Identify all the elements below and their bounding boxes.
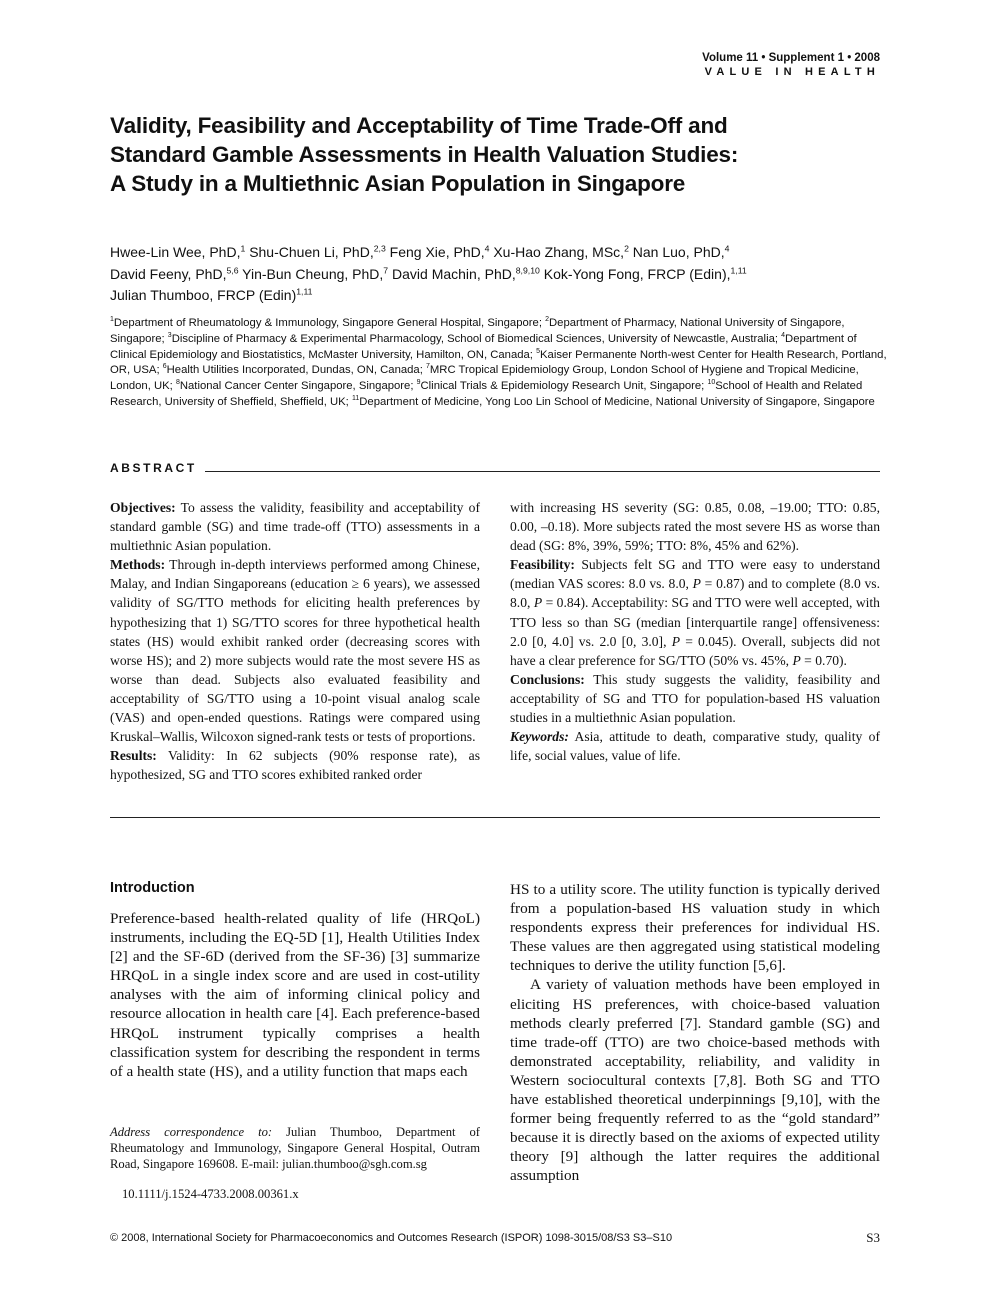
author-name: Feng Xie, PhD, xyxy=(389,244,485,260)
author-name: David Feeny, PhD, xyxy=(110,265,227,282)
feasibility-text: = 0.84). Acceptability: SG and TTO were well accepted, with TTO less so than SG (median [interquartile range] offensiveness: 2.0 [0, 4.0] vs. 2.0 [0, 3.0], xyxy=(510,595,880,649)
intro-paragraph: HS to a utility score. The utility function is typically derived from a population-based HS valuation study in which respondents express their preferences for individual HS. These values are then aggregated using statistical modeling techniques to derive the utility function [5,6]. xyxy=(510,881,880,975)
journal-volume-line: Volume 11 • Supplement 1 • 2008 xyxy=(702,52,880,64)
affiliations xyxy=(110,316,890,411)
author-affiliation-marker: 7 xyxy=(383,264,389,275)
author xyxy=(110,287,312,303)
author-affiliation-marker: 2 xyxy=(624,243,629,254)
author-name: David Machin, PhD, xyxy=(392,265,516,282)
author xyxy=(544,266,747,282)
objectives-label: Objectives: xyxy=(110,500,176,515)
affiliation-text: Kaiser Permanente North-west Center for Health Research, Portland, OR, USA; xyxy=(110,348,887,377)
affiliation-number: 4 xyxy=(781,332,786,340)
affiliation-number: 7 xyxy=(425,363,430,371)
author-name: Xu-Hao Zhang, MSc, xyxy=(493,244,625,260)
feasibility-label: Feasibility: xyxy=(510,557,575,573)
title-line: A Study in a Multiethnic Asian Population in Singapore xyxy=(110,171,686,196)
title-line: Validity, Feasibility and Acceptability of Time Trade-Off and xyxy=(110,113,728,138)
author-affiliation-marker: 2,3 xyxy=(373,243,386,254)
article-title xyxy=(110,111,890,198)
author-affiliation-marker: 8,9,10 xyxy=(515,264,540,275)
results-label: Results: xyxy=(110,748,157,764)
affiliation-number: 2 xyxy=(545,316,550,324)
author xyxy=(390,244,490,260)
author xyxy=(493,244,629,260)
abstract-left-column xyxy=(110,498,480,784)
feasibility-text: = 0.045). Overall, subjects did not have a clear preference for SG/TTO (50% vs. 45%, xyxy=(510,633,881,668)
affiliation-text: School of Health and Related Research, University of Sheffield, Sheffield, UK; xyxy=(110,380,863,408)
abstract-heading-label: ABSTRACT xyxy=(110,461,205,475)
introduction-right-column xyxy=(510,880,880,1186)
affiliation-number: 11 xyxy=(351,395,360,403)
affiliation-text: Department of Pharmacy, National University of Singapore, Singapore; xyxy=(110,317,845,345)
author-name: Yin-Bun Cheung, PhD, xyxy=(242,265,384,282)
abstract-objectives xyxy=(110,498,480,555)
author xyxy=(110,266,239,282)
page-number: S3 xyxy=(866,1230,880,1245)
author-list xyxy=(110,242,890,307)
abstract-methods xyxy=(110,555,480,746)
author-name: Hwee-Lin Wee, PhD, xyxy=(110,244,241,260)
p-symbol: P xyxy=(692,576,701,592)
affiliation-text: Department of Medicine, Yong Loo Lin School of Medicine, National University of Singapore, Singapore xyxy=(359,395,875,408)
intro-paragraph: Preference-based health-related quality of life (HRQoL) instruments, including the EQ-5D [1], Health Utilities Index [2] and the SF-6D (derived from the SF-36) [3] summarize HRQoL in a single index score and are used in cost-utility analyses with the aim of informing clinical policy and resource allocation in health care [4]. Each preference-based HRQoL instrument typically comprises a health classification system for describing the respondent in terms of a health state (HS), and a utility function that maps each xyxy=(110,910,480,1080)
author-name: Nan Luo, PhD, xyxy=(632,244,725,260)
author-affiliation-marker: 5,6 xyxy=(226,264,239,275)
intro-paragraph: A variety of valuation methods have been employed in eliciting HS preferences, with choice-based valuation methods clearly preferred [7]. Standard gamble (SG) and time trade-off (TTO) are two choice-based methods with demonstrated acceptability, reliability, and validity in Western sociocultural contexts [7,8]. Both SG and TTO have established theoretical underpinnings [9,10], with the former being frequently referred to as the “gold standard” because it is directly based on the axioms of expected utility theory [9] although the latter requires the additional assumption xyxy=(510,976,880,1185)
affiliation-text: Clinical Trials & Epidemiology Research Unit, Singapore; xyxy=(420,380,708,393)
keywords-label: Keywords: xyxy=(510,729,569,745)
affiliation-number: 9 xyxy=(416,379,421,387)
feasibility-text: = 0.70). xyxy=(800,652,847,668)
author xyxy=(242,266,388,282)
journal-name: VALUE IN HEALTH xyxy=(704,66,880,78)
affiliation-text: Health Utilities Incorporated, Dundas, ON, Canada; xyxy=(166,364,426,377)
author-affiliation-marker: 1,11 xyxy=(296,286,313,297)
abstract-heading-rule xyxy=(110,471,880,472)
abstract-conclusions xyxy=(510,670,880,727)
methods-text: Through in-depth interviews performed among Chinese, Malay, and Indian Singaporeans (education ≥ 6 years), we assessed validity of SG/TTO methods for eliciting health preferences by hypothesizing that 1) SG/TTO scores for three hypothetical health states (HS) would exhibit ranked order (decreasing scores with worse HS); and 2) more subjects would rate the most severe HS as worse than dead. Subjects also evaluated feasibility and acceptability of SG/TTO using a 10-point visual analog scale (VAS) and open-ended questions. Ratings were compared using Kruskal–Wallis, Wilcoxon signed-rank tests or tests of proportions. xyxy=(110,557,480,745)
introduction-left-column xyxy=(110,909,480,1081)
correspondence-text: Julian Thumboo, Department of Rheumatology and Immunology, Singapore General Hospital, Outram Road, Singapore 169608. E-mail: julian.thumboo@sgh.com.sg xyxy=(110,1125,480,1171)
conclusions-label: Conclusions: xyxy=(510,671,585,687)
author xyxy=(110,244,245,260)
affiliation-number: 5 xyxy=(536,347,540,355)
title-line: Standard Gamble Assessments in Health Valuation Studies: xyxy=(110,142,739,167)
author-affiliation-marker: 4 xyxy=(484,243,490,254)
abstract-right-column xyxy=(510,498,880,765)
keywords-text: Asia, attitude to death, comparative study, quality of life, social values, value of life. xyxy=(510,729,880,764)
doi: 10.1111/j.1524-4733.2008.00361.x xyxy=(122,1187,299,1201)
author xyxy=(633,244,730,260)
author-affiliation-marker: 1 xyxy=(240,243,246,254)
affiliation-number: 8 xyxy=(175,379,180,387)
affiliation-number: 3 xyxy=(167,332,172,340)
correspondence-label: Address correspondence to: xyxy=(110,1125,273,1139)
abstract-results-continued: with increasing HS severity (SG: 0.85, 0.08, –19.00; TTO: 0.85, 0.00, –0.18). More subjects rated the most severe HS as worse than dead (SG: 8%, 39%, 59%; TTO: 8%, 45% and 62%). xyxy=(510,500,880,554)
abstract-keywords xyxy=(510,727,880,765)
affiliation-number: 10 xyxy=(707,379,716,387)
methods-label: Methods: xyxy=(110,557,166,573)
affiliation-number: 1 xyxy=(110,316,114,324)
feasibility-text: Subjects felt SG and TTO were easy to understand (median VAS scores: 8.0 vs. 8.0, xyxy=(510,557,880,592)
affiliation-number: 6 xyxy=(162,363,167,371)
abstract-bottom-rule xyxy=(110,817,880,818)
p-symbol: P xyxy=(792,652,801,668)
affiliation-text: Department of Rheumatology & Immunology, Singapore General Hospital, Singapore; xyxy=(113,317,546,329)
conclusions-text: This study suggests the validity, feasibility and acceptability of SG and TTO for population-based HS valuation studies in a multiethnic Asian population. xyxy=(510,671,880,726)
objectives-text: To assess the validity, feasibility and acceptability of standard gamble (SG) and time trade-off (TTO) assessments in a multiethnic Asian population. xyxy=(110,500,481,554)
p-symbol: P xyxy=(671,633,680,649)
introduction-heading: Introduction xyxy=(110,880,195,896)
abstract-feasibility xyxy=(510,555,880,670)
p-symbol: P xyxy=(533,595,543,611)
author xyxy=(392,266,540,282)
author xyxy=(249,244,386,260)
footer-copyright: © 2008, International Society for Pharmacoeconomics and Outcomes Research (ISPOR) 1098-3015/08/S3 S3–S10 xyxy=(110,1232,673,1244)
author-affiliation-marker: 1,11 xyxy=(730,264,747,275)
author-name: Julian Thumboo, FRCP (Edin) xyxy=(110,287,297,303)
abstract-heading xyxy=(110,459,880,475)
correspondence-address xyxy=(110,1124,480,1172)
affiliation-text: MRC Tropical Epidemiology Group, London School of Hygiene and Tropical Medicine, London, UK; xyxy=(110,364,859,393)
author-affiliation-marker: 4 xyxy=(724,243,730,254)
affiliation-text: Discipline of Pharmacy & Experimental Pharmacology, School of Biomedical Sciences, University of Newcastle, Australia; xyxy=(171,332,782,345)
affiliation-text: Department of Clinical Epidemiology and Biostatistics, McMaster University, Hamilton, ON, Canada; xyxy=(110,332,857,361)
abstract-results xyxy=(110,746,480,784)
affiliation-text: National Cancer Center Singapore, Singapore; xyxy=(179,380,417,393)
author-name: Shu-Chuen Li, PhD, xyxy=(249,244,374,260)
author-name: Kok-Yong Fong, FRCP (Edin), xyxy=(543,265,731,282)
feasibility-text: = 0.87) and to complete (8.0 vs. 8.0, xyxy=(510,576,880,611)
results-text: Validity: In 62 subjects (90% response rate), as hypothesized, SG and TTO scores exhibited ranked order xyxy=(110,748,481,783)
